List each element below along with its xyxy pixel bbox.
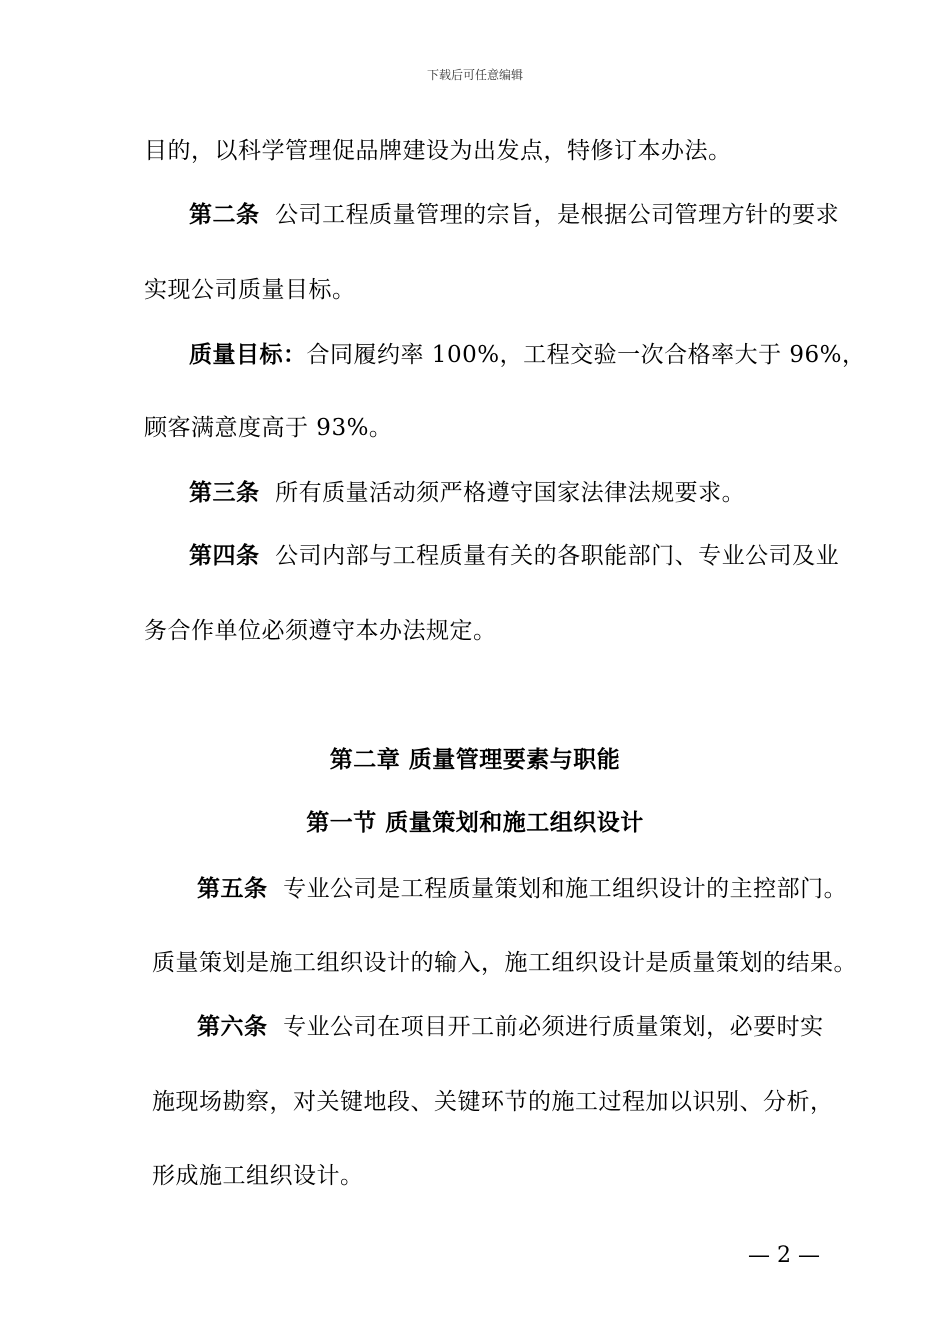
article-6	[197, 1012, 824, 1042]
article-label: 第二条	[189, 201, 260, 228]
article-label: 第三条	[189, 479, 260, 506]
article-text: 公司内部与工程质量有关的各职能部门、专业公司及业	[275, 543, 840, 569]
paragraph-line: 形成施工组织设计。	[152, 1163, 364, 1189]
page-number: — 2 —	[748, 1243, 820, 1268]
paragraph-line: 质量策划是施工组织设计的输入，施工组织设计是质量策划的结果。	[152, 950, 857, 976]
quality-target-text: 合同履约率 100%，工程交验一次合格率大于 96%，	[306, 342, 866, 368]
section-heading: 第一节 质量策划和施工组织设计	[306, 809, 644, 836]
article-5	[197, 874, 847, 904]
article-3	[189, 478, 745, 508]
article-text: 专业公司是工程质量策划和施工组织设计的主控部门。	[283, 876, 848, 902]
paragraph-line: 目的，以科学管理促品牌建设为出发点，特修订本办法。	[144, 138, 732, 164]
article-label: 第五条	[197, 875, 268, 902]
paragraph-line: 施现场勘察，对关键地段、关键环节的施工过程加以识别、分析，	[152, 1089, 834, 1115]
article-2	[189, 200, 839, 230]
page-header: 下载后可任意编辑	[426, 68, 523, 82]
chapter-heading: 第二章 质量管理要素与职能	[329, 746, 621, 773]
article-label: 第六条	[197, 1013, 268, 1040]
article-text: 专业公司在项目开工前必须进行质量策划，必要时实	[283, 1014, 824, 1040]
paragraph-line: 实现公司质量目标。	[144, 277, 356, 303]
article-text: 公司工程质量管理的宗旨，是根据公司管理方针的要求	[275, 202, 840, 228]
quality-target-label: 质量目标：	[189, 341, 307, 368]
paragraph-line: 顾客满意度高于 93%。	[144, 415, 393, 441]
paragraph-line: 务合作单位必须遵守本办法规定。	[144, 618, 497, 644]
article-4	[189, 541, 839, 571]
article-label: 第四条	[189, 542, 260, 569]
article-text: 所有质量活动须严格遵守国家法律法规要求。	[275, 480, 746, 506]
quality-target	[189, 340, 866, 370]
